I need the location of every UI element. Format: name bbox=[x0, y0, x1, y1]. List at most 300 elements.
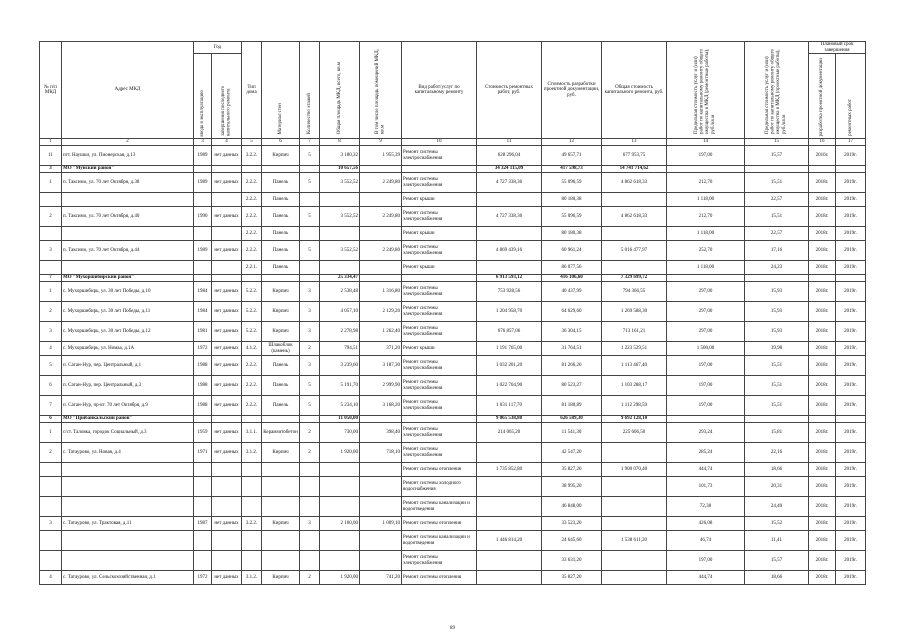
table-cell bbox=[300, 275, 320, 282]
table-cell: Кирпич bbox=[262, 302, 300, 322]
table-cell: 2018г. bbox=[809, 477, 836, 497]
table-cell: 3.2.2. bbox=[242, 517, 262, 531]
table-cell: Ремонт системы отопления bbox=[402, 463, 477, 477]
table-cell: Ремонт крыши bbox=[402, 193, 477, 207]
table-cell: п. Таксимо, ул. 70 лет Октября, д.44 bbox=[62, 241, 194, 261]
table-cell: 1990 bbox=[194, 207, 212, 227]
table-cell: Панель bbox=[262, 261, 300, 275]
table-cell: 1 009,10 bbox=[360, 517, 402, 531]
repair-program-table bbox=[39, 41, 866, 585]
table-cell: Ремонт системы электроснабжения bbox=[402, 322, 477, 342]
table-cell: 5 bbox=[300, 241, 320, 261]
table-cell: 2 249,80 bbox=[360, 173, 402, 193]
column-number-cell: 9 bbox=[360, 139, 402, 146]
table-cell: п. Таксимо, ул. 70 лет Октября, д.40 bbox=[62, 207, 194, 227]
table-cell: 46,74 bbox=[667, 531, 745, 551]
table-row bbox=[40, 551, 866, 571]
table-cell: 11 050,00 bbox=[320, 416, 360, 423]
table-cell bbox=[194, 166, 212, 173]
table-cell bbox=[745, 166, 809, 173]
table-cell: Ремонт системы электроснабжения bbox=[402, 146, 477, 166]
table-cell: 2018г. bbox=[809, 302, 836, 322]
column-number-cell: 16 bbox=[809, 139, 836, 146]
table-cell: нет данных bbox=[212, 322, 242, 342]
table-cell: 1 920,00 bbox=[320, 571, 360, 585]
table-cell: с/ст. Таловка, городок Социальный, д.3 bbox=[62, 423, 194, 443]
table-cell: 741,20 bbox=[360, 571, 402, 585]
table-cell bbox=[360, 227, 402, 241]
table-cell: 293,24 bbox=[667, 423, 745, 443]
repair-program-table-sheet bbox=[39, 41, 865, 585]
table-cell: 2019г. bbox=[836, 207, 866, 227]
table-cell: с. Мухоршибирь, ул. 30 лет Победы, д.10 bbox=[62, 282, 194, 302]
table-row bbox=[40, 531, 866, 551]
table-cell: 1 103 288,17 bbox=[602, 376, 667, 396]
table-cell: 3 552,52 bbox=[320, 207, 360, 227]
table-cell: 2.2.2. bbox=[242, 227, 262, 241]
table-cell: 444,74 bbox=[667, 463, 745, 477]
table-cell bbox=[62, 477, 194, 497]
table-cell: Кирпич bbox=[262, 571, 300, 585]
table-cell: 2018г. bbox=[809, 571, 836, 585]
table-cell: 1 191 765,00 bbox=[477, 342, 542, 356]
table-cell: Ремонт системы электроснабжения bbox=[402, 396, 477, 416]
table-cell: Панель bbox=[262, 396, 300, 416]
table-cell: 15,51 bbox=[745, 173, 809, 193]
table-row bbox=[40, 302, 866, 322]
table-cell: Панель bbox=[262, 173, 300, 193]
table-cell bbox=[242, 275, 262, 282]
table-cell bbox=[667, 275, 745, 282]
table-cell: 212,70 bbox=[667, 173, 745, 193]
table-cell: 1 022 764,90 bbox=[477, 376, 542, 396]
table-row bbox=[40, 396, 866, 416]
table-cell: 3.1.2. bbox=[242, 443, 262, 463]
table-row bbox=[40, 193, 866, 207]
table-cell bbox=[320, 261, 360, 275]
table-cell: 81 180,89 bbox=[542, 396, 602, 416]
table-cell: 4 727 338,36 bbox=[477, 173, 542, 193]
table-cell: Ремонт системы отопления bbox=[402, 517, 477, 531]
header-wall-material: Материал стен bbox=[277, 102, 283, 135]
table-cell bbox=[602, 443, 667, 463]
table-cell: 3 bbox=[40, 241, 62, 261]
table-cell: 3 187,30 bbox=[360, 356, 402, 376]
table-cell: 3 180,32 bbox=[320, 146, 360, 166]
table-cell: 2019г. bbox=[836, 282, 866, 302]
table-cell: 42 547,20 bbox=[542, 443, 602, 463]
table-row bbox=[40, 207, 866, 227]
table-cell: 2019г. bbox=[836, 227, 866, 241]
table-cell bbox=[62, 531, 194, 551]
table-cell: 3 bbox=[40, 322, 62, 342]
table-cell: Кирпич bbox=[262, 282, 300, 302]
table-cell: 80 180,38 bbox=[542, 227, 602, 241]
table-cell bbox=[194, 551, 212, 571]
table-cell: 11 bbox=[40, 146, 62, 166]
table-cell: 676 857,06 bbox=[477, 322, 542, 342]
table-cell: нет данных bbox=[212, 302, 242, 322]
table-cell: 2019г. bbox=[836, 423, 866, 443]
table-cell bbox=[194, 227, 212, 241]
table-cell bbox=[194, 477, 212, 497]
table-cell: Ремонт системы электроснабжения bbox=[402, 551, 477, 571]
table-cell: Панель bbox=[262, 356, 300, 376]
table-cell: 49 657,71 bbox=[542, 146, 602, 166]
table-cell: п. Таксимо, ул. 70 лет Октября, д.38 bbox=[62, 173, 194, 193]
table-row bbox=[40, 173, 866, 193]
header-year-last-repair: завершения последнего капитального ремонта bbox=[220, 85, 232, 137]
table-cell: 197,00 bbox=[667, 551, 745, 571]
table-cell: 1 112 298,59 bbox=[602, 396, 667, 416]
table-cell: 17,16 bbox=[745, 241, 809, 261]
table-cell: 2.2.2. bbox=[242, 356, 262, 376]
table-cell: 2019г. bbox=[836, 517, 866, 531]
header-planned-repair: ремонтных работ bbox=[847, 99, 853, 137]
table-cell: 2019г. bbox=[836, 241, 866, 261]
table-row bbox=[40, 282, 866, 302]
table-row bbox=[40, 517, 866, 531]
table-cell: 197,00 bbox=[667, 396, 745, 416]
header-address: Адрес МКД bbox=[62, 42, 194, 139]
table-cell: с. Мухоршибирь, ул. 30 лет Победы, д.11 bbox=[62, 302, 194, 322]
table-cell: 7 bbox=[40, 275, 62, 282]
table-cell bbox=[62, 551, 194, 571]
table-cell bbox=[602, 193, 667, 207]
table-cell: 6 913 593,12 bbox=[477, 275, 542, 282]
table-cell: Ремонт системы электроснабжения bbox=[402, 241, 477, 261]
district-row bbox=[40, 166, 866, 173]
table-cell bbox=[602, 477, 667, 497]
table-cell: 794 366,55 bbox=[602, 282, 667, 302]
table-row bbox=[40, 463, 866, 477]
table-cell: 2 bbox=[300, 342, 320, 356]
table-cell: 2 bbox=[40, 302, 62, 322]
table-cell: 1988 bbox=[194, 356, 212, 376]
table-cell: 4 869 439,16 bbox=[477, 241, 542, 261]
table-cell: 3 239,60 bbox=[320, 356, 360, 376]
table-cell: 11,41 bbox=[745, 531, 809, 551]
table-cell bbox=[602, 571, 667, 585]
column-number-cell: 1 bbox=[40, 139, 62, 146]
table-cell: 15,51 bbox=[745, 396, 809, 416]
table-cell: 2019г. bbox=[836, 477, 866, 497]
table-cell: 5 191,70 bbox=[320, 376, 360, 396]
table-cell bbox=[40, 531, 62, 551]
table-cell bbox=[667, 416, 745, 423]
table-cell: 5.2.2. bbox=[242, 282, 262, 302]
table-cell: 33 523,20 bbox=[542, 517, 602, 531]
table-cell: 15,52 bbox=[745, 517, 809, 531]
table-cell: 628 296,04 bbox=[477, 146, 542, 166]
table-cell bbox=[262, 551, 300, 571]
table-cell: 80 523,27 bbox=[542, 376, 602, 396]
table-cell: 3 552,52 bbox=[320, 173, 360, 193]
table-cell: 1 bbox=[40, 173, 62, 193]
table-cell: нет данных bbox=[212, 376, 242, 396]
header-res-area: В том числе площадь помещений МКД, кв.м bbox=[374, 49, 386, 135]
table-cell: 426,08 bbox=[667, 517, 745, 531]
table-cell: 7 bbox=[40, 396, 62, 416]
column-number-cell: 6 bbox=[262, 139, 300, 146]
table-cell: Ремонт системы электроснабжения bbox=[402, 423, 477, 443]
table-cell: 35 827,20 bbox=[542, 571, 602, 585]
table-cell: 81 266,20 bbox=[542, 356, 602, 376]
table-cell: с. Татаурово, ул. Сельскохозяйственная, д.1 bbox=[62, 571, 194, 585]
table-cell: 15,57 bbox=[745, 146, 809, 166]
table-cell: 101,73 bbox=[667, 477, 745, 497]
header-total-area: Общая площадь МКД, всего, кв.м bbox=[336, 61, 342, 135]
table-cell: 25 334,47 bbox=[320, 275, 360, 282]
table-cell: 416 106,60 bbox=[542, 275, 602, 282]
table-cell: 4.1.2. bbox=[242, 342, 262, 356]
table-cell bbox=[360, 551, 402, 571]
table-cell: 1 118,00 bbox=[667, 261, 745, 275]
table-cell: нет данных bbox=[212, 443, 242, 463]
table-cell: 2018г. bbox=[809, 193, 836, 207]
table-cell: 5.2.2. bbox=[242, 302, 262, 322]
table-cell bbox=[360, 531, 402, 551]
table-cell: 2019г. bbox=[836, 443, 866, 463]
table-cell: Панель bbox=[262, 241, 300, 261]
table-cell: 1 031 117,70 bbox=[477, 396, 542, 416]
table-cell bbox=[242, 497, 262, 517]
table-cell: 11 541,30 bbox=[542, 423, 602, 443]
table-cell bbox=[212, 193, 242, 207]
table-cell: 3 552,52 bbox=[320, 241, 360, 261]
table-cell: 1 223 529,51 bbox=[602, 342, 667, 356]
table-cell bbox=[836, 275, 866, 282]
table-cell bbox=[360, 463, 402, 477]
table-row bbox=[40, 241, 866, 261]
table-cell bbox=[360, 166, 402, 173]
table-cell: 5 016 477,97 bbox=[602, 241, 667, 261]
table-cell: 3.1.1. bbox=[242, 423, 262, 443]
table-cell: 2 bbox=[40, 207, 62, 227]
column-number-row bbox=[40, 139, 866, 146]
table-cell bbox=[300, 477, 320, 497]
table-row bbox=[40, 477, 866, 497]
table-body bbox=[40, 139, 866, 585]
header-cost-design: Стоимость разработки проектной документации, руб. bbox=[542, 42, 602, 139]
table-cell: 2018г. bbox=[809, 261, 836, 275]
header-planned-design: разработка проектной документации bbox=[819, 57, 825, 137]
table-cell bbox=[360, 477, 402, 497]
table-cell: 1 446 814,20 bbox=[477, 531, 542, 551]
table-cell: 4 727 338,36 bbox=[477, 207, 542, 227]
table-cell bbox=[602, 517, 667, 531]
table-cell bbox=[212, 416, 242, 423]
table-row bbox=[40, 146, 866, 166]
table-cell: 2 bbox=[300, 571, 320, 585]
table-cell bbox=[320, 531, 360, 551]
table-cell: 2018г. bbox=[809, 517, 836, 531]
table-cell: 4 862 618,33 bbox=[602, 173, 667, 193]
table-cell: 212,70 bbox=[667, 207, 745, 227]
table-cell: 1 955,39 bbox=[360, 146, 402, 166]
table-cell bbox=[242, 463, 262, 477]
table-cell: 2019г. bbox=[836, 356, 866, 376]
table-cell: 2019г. bbox=[836, 551, 866, 571]
table-cell: 18,66 bbox=[745, 571, 809, 585]
table-cell bbox=[300, 227, 320, 241]
table-cell bbox=[262, 463, 300, 477]
table-cell: 225 606,50 bbox=[602, 423, 667, 443]
table-cell: 2018г. bbox=[809, 207, 836, 227]
header-house-type: Тип дома bbox=[242, 42, 262, 139]
table-cell bbox=[745, 416, 809, 423]
table-cell: 3 bbox=[300, 282, 320, 302]
table-cell bbox=[320, 463, 360, 477]
column-number-cell: 12 bbox=[542, 139, 602, 146]
table-cell bbox=[262, 416, 300, 423]
table-cell: 1 920,00 bbox=[320, 443, 360, 463]
table-cell bbox=[62, 463, 194, 477]
table-cell bbox=[262, 275, 300, 282]
column-number-cell: 17 bbox=[836, 139, 866, 146]
header-cost-total: Общая стоимость капитального ремонта, руб. bbox=[602, 42, 667, 139]
table-cell: Панель bbox=[262, 207, 300, 227]
table-cell: 677 953,75 bbox=[602, 146, 667, 166]
table-cell bbox=[40, 261, 62, 275]
table-cell bbox=[320, 227, 360, 241]
table-cell: нет данных bbox=[212, 146, 242, 166]
table-cell bbox=[300, 497, 320, 517]
header-work-type: Вид работ/услуг по капитальному ремонту bbox=[402, 42, 477, 139]
table-cell bbox=[194, 497, 212, 517]
table-cell: 371,20 bbox=[360, 342, 402, 356]
table-cell bbox=[477, 517, 542, 531]
column-number-cell: 10 bbox=[402, 139, 477, 146]
table-cell: 2019г. bbox=[836, 322, 866, 342]
table-cell: 2018г. bbox=[809, 463, 836, 477]
table-cell bbox=[300, 531, 320, 551]
table-cell bbox=[40, 193, 62, 207]
table-cell: 2019г. bbox=[836, 173, 866, 193]
table-cell: нет данных bbox=[212, 571, 242, 585]
table-cell: 297,00 bbox=[667, 302, 745, 322]
table-cell: 2 538,48 bbox=[320, 282, 360, 302]
table-cell: 730,00 bbox=[320, 423, 360, 443]
table-cell: 35 827,20 bbox=[542, 463, 602, 477]
table-cell: Ремонт системы электроснабжения bbox=[402, 282, 477, 302]
table-cell bbox=[477, 497, 542, 517]
table-cell bbox=[836, 166, 866, 173]
table-cell: 1 118,00 bbox=[667, 227, 745, 241]
header-year: Год bbox=[194, 42, 242, 54]
table-cell bbox=[402, 416, 477, 423]
table-cell bbox=[212, 275, 242, 282]
table-cell: нет данных bbox=[212, 207, 242, 227]
table-cell: нет данных bbox=[212, 396, 242, 416]
table-cell: Кирпич bbox=[262, 443, 300, 463]
table-row bbox=[40, 356, 866, 376]
table-cell: 9 692 128,10 bbox=[602, 416, 667, 423]
table-cell: 3 bbox=[300, 302, 320, 322]
table-cell bbox=[212, 531, 242, 551]
table-cell: Керамзитобетон bbox=[262, 423, 300, 443]
table-cell: 18,66 bbox=[745, 463, 809, 477]
table-cell bbox=[262, 166, 300, 173]
table-cell: 31 764,51 bbox=[542, 342, 602, 356]
district-row bbox=[40, 416, 866, 423]
table-cell: 1989 bbox=[194, 173, 212, 193]
table-cell: 1 032 201,20 bbox=[477, 356, 542, 376]
table-cell: 3 bbox=[300, 517, 320, 531]
table-cell: Шлакоблок (камень) bbox=[262, 342, 300, 356]
table-cell bbox=[62, 261, 194, 275]
table-cell: 9 065 538,80 bbox=[477, 416, 542, 423]
table-cell: 3 168,20 bbox=[360, 396, 402, 416]
table-cell bbox=[602, 551, 667, 571]
table-cell bbox=[477, 571, 542, 585]
table-cell: 1972 bbox=[194, 342, 212, 356]
table-cell: 5 bbox=[300, 207, 320, 227]
table-cell: 2019г. bbox=[836, 376, 866, 396]
table-cell: 1984 bbox=[194, 302, 212, 322]
table-cell bbox=[212, 477, 242, 497]
table-cell: 5 bbox=[300, 396, 320, 416]
table-cell: пгт. Наушки, ул. Пионерская, д.13 bbox=[62, 146, 194, 166]
column-number-cell: 2 bbox=[62, 139, 194, 146]
table-cell bbox=[262, 531, 300, 551]
table-cell: 398,40 bbox=[360, 423, 402, 443]
table-cell bbox=[242, 551, 262, 571]
table-cell bbox=[360, 275, 402, 282]
table-cell: 2 129,20 bbox=[360, 302, 402, 322]
table-cell: 1987 bbox=[194, 517, 212, 531]
table-cell: Ремонт системы холодного водоснабжения bbox=[402, 477, 477, 497]
table-cell: 2 bbox=[300, 443, 320, 463]
table-cell: 14 741 714,62 bbox=[602, 166, 667, 173]
table-cell: 2.2.2. bbox=[242, 241, 262, 261]
table-cell: 1 269 588,30 bbox=[602, 302, 667, 322]
table-cell: 2019г. bbox=[836, 342, 866, 356]
table-cell: 2018г. bbox=[809, 227, 836, 241]
header-cost-repair: Стоимость ремонтных работ, руб. bbox=[477, 42, 542, 139]
table-cell bbox=[402, 275, 477, 282]
table-cell: нет данных bbox=[212, 173, 242, 193]
column-number-cell: 8 bbox=[320, 139, 360, 146]
table-cell bbox=[320, 193, 360, 207]
table-cell: 24,40 bbox=[745, 497, 809, 517]
table-cell: 5 bbox=[300, 173, 320, 193]
table-cell bbox=[320, 477, 360, 497]
table-cell: нет данных bbox=[212, 282, 242, 302]
table-cell bbox=[809, 275, 836, 282]
table-cell: 1972 bbox=[194, 571, 212, 585]
table-cell: нет данных bbox=[212, 423, 242, 443]
table-cell: 2018г. bbox=[809, 356, 836, 376]
table-cell: 64 629,60 bbox=[542, 302, 602, 322]
table-cell: 197,00 bbox=[667, 146, 745, 166]
district-row bbox=[40, 275, 866, 282]
table-cell: 1 900 070,40 bbox=[602, 463, 667, 477]
table-cell: Ремонт системы электроснабжения bbox=[402, 356, 477, 376]
table-cell: 15,51 bbox=[745, 356, 809, 376]
table-cell: 2.2.2. bbox=[242, 207, 262, 227]
table-row bbox=[40, 342, 866, 356]
table-cell: 2.2.2. bbox=[242, 193, 262, 207]
page-number: 89 bbox=[450, 626, 455, 631]
table-cell: 252,70 bbox=[667, 241, 745, 261]
table-cell: Ремонт системы электроснабжения bbox=[402, 443, 477, 463]
table-cell: 297,00 bbox=[667, 282, 745, 302]
header-limit-design: Предельная стоимость услуг и (или) работ по капитальному ремонту общего имущества в МКД (проектные работы), руб./кв.м bbox=[765, 48, 788, 135]
table-cell: Кирпич bbox=[262, 322, 300, 342]
table-cell: 3 bbox=[40, 166, 62, 173]
table-cell: 40 437,99 bbox=[542, 282, 602, 302]
